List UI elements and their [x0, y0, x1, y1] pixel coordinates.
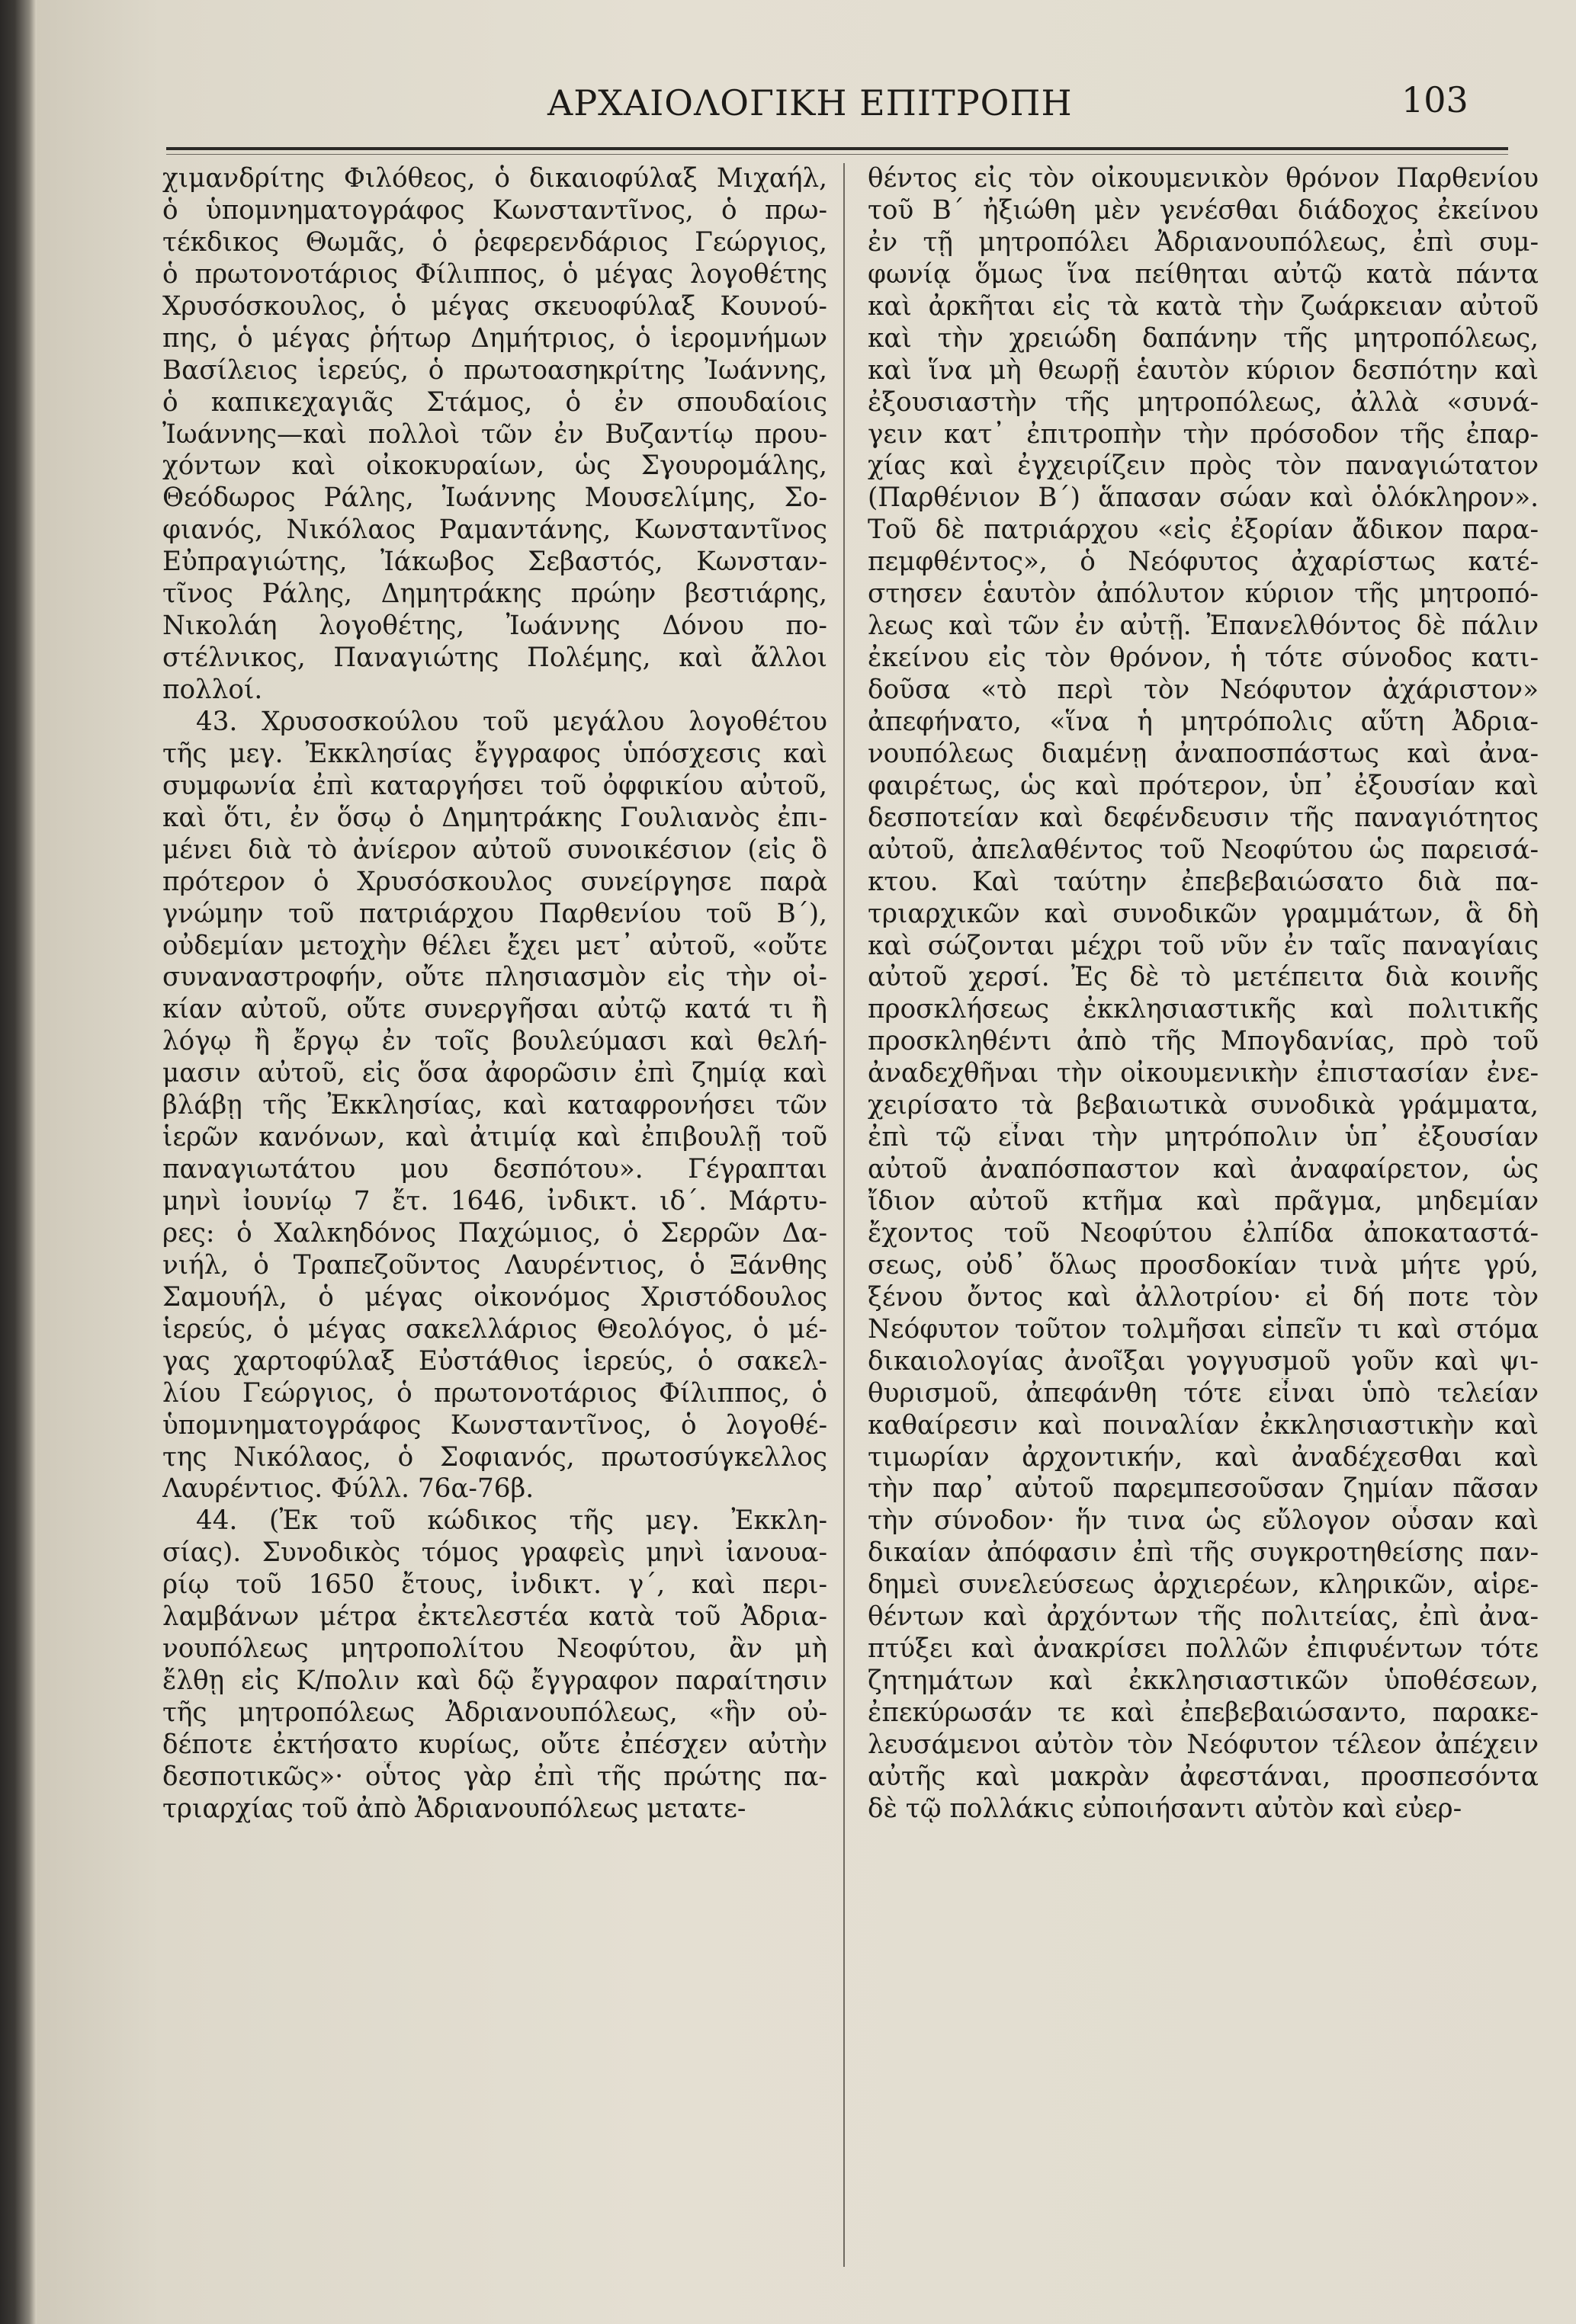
text-line: φιανός, Νικόλαος Ραμαντάνης, Κωνσταντῖνος [162, 514, 827, 546]
text-line: αὐτῆς καὶ μακρὰν ἀφεστάναι, προσπεσόντα [868, 1761, 1539, 1792]
text-line: νουπόλεως διαμένῃ ἀναποσπάστως καὶ ἀνα- [868, 738, 1539, 769]
text-line: ἀναδεχθῆναι τὴν οἰκουμενικὴν ἐπιστασίαν ἐνε- [868, 1058, 1539, 1089]
text-line: μένει διὰ τὸ ἀνίερον αὐτοῦ συνοικέσιον (εἰς ὃ [162, 834, 827, 865]
text-line: θέντων καὶ ἀρχόντων τῆς πολιτείας, ἐπὶ ἀνα- [868, 1601, 1539, 1633]
text-line: δέποτε ἐκτήσατο κυρίως, οὔτε ἐπέσχεν αὐτὴν [162, 1729, 827, 1760]
text-line: ξένου ὄντος καὶ ἀλλοτρίου· εἰ δή ποτε τὸν [868, 1281, 1539, 1313]
text-line: δεσποτείαν καὶ δεφένδευσιν τῆς παναγιότητος [868, 802, 1539, 833]
text-line: συναναστροφήν, οὔτε πλησιασμὸν εἰς τὴν οἰ- [162, 962, 827, 993]
column-divider [843, 163, 845, 2267]
text-line: φαιρέτως, ὡς καὶ πρότερον, ὑπ᾽ ἐξουσίαν καὶ [868, 770, 1539, 801]
text-line: 44. (Ἐκ τοῦ κώδικος τῆς μεγ. Ἐκκλη- [196, 1505, 827, 1537]
text-line: Τοῦ δὲ πατριάρχου «εἰς ἐξορίαν ἄδικον παρα- [868, 514, 1539, 546]
text-line: αὐτοῦ ἀναπόσπαστον καὶ ἀναφαίρετον, ὡς [868, 1154, 1539, 1185]
text-line: μασιν αὐτοῦ, εἰς ὅσα ἀφορῶσιν ἐπὶ ζημίᾳ καὶ [162, 1058, 827, 1089]
text-line: Θεόδωρος Ράλης, Ἰωάννης Μουσελίμης, Σο- [162, 482, 827, 514]
text-line: θέντος εἰς τὸν οἰκουμενικὸν θρόνον Παρθενίου [868, 163, 1539, 194]
text-line: πρότερον ὁ Χρυσόσκουλος συνείργησε παρὰ [162, 866, 827, 897]
text-line: γας χαρτοφύλαξ Εὐστάθιος ἱερεύς, ὁ σακελ- [162, 1345, 827, 1377]
text-line: νουπόλεως μητροπολίτου Νεοφύτου, ἂν μὴ [162, 1633, 827, 1665]
text-line: Σαμουήλ, ὁ μέγας οἰκονόμος Χριστόδουλος [162, 1281, 827, 1313]
text-line: δημεὶ συνελεύσεως ἀρχιερέων, κληρικῶν, αἱρε- [868, 1569, 1539, 1601]
text-line: λευσάμενοι αὐτὸν τὸν Νεόφυτον τέλεον ἀπέχειν [868, 1729, 1539, 1760]
text-line: στησεν ἑαυτὸν ἀπόλυτον κύριον τῆς μητροπό- [868, 579, 1539, 610]
text-line: δεσποτικῶς»· οὗτος γὰρ ἐπὶ τῆς πρώτης πα- [162, 1761, 827, 1792]
text-line: ρίῳ τοῦ 1650 ἔτους, ἰνδικτ. γ΄, καὶ περι- [162, 1569, 827, 1601]
text-line: τῆς μητροπόλεως Ἀδριανουπόλεως, «ἣν οὐ- [162, 1697, 827, 1728]
book-binding-shadow [0, 0, 37, 2324]
text-line: δικαιολογίας ἀνοῖξαι γογγυσμοῦ γοῦν καὶ ψι- [868, 1345, 1539, 1377]
text-line: στέλνικος, Παναγιώτης Πολέμης, καὶ ἄλλοι [162, 643, 827, 674]
text-line: δικαίαν ἀπόφασιν ἐπὶ τῆς συγκροτηθείσης παν- [868, 1537, 1539, 1569]
text-line: προσκλήσεως ἐκκλησιαστικῆς καὶ πολιτικῆς [868, 994, 1539, 1025]
header-rule [166, 147, 1508, 150]
page-number: 103 [1401, 79, 1468, 120]
text-line: σεως, οὐδ᾽ ὅλως προσδοκίαν τινὰ μήτε γρύ, [868, 1249, 1539, 1281]
text-line: θυρισμοῦ, ἀπεφάνθη τότε εἶναι ὑπὸ τελείαν [868, 1377, 1539, 1409]
text-line: ἔχοντος τοῦ Νεοφύτου ἐλπίδα ἀποκαταστά- [868, 1217, 1539, 1249]
text-line: τὴν σύνοδον· ἥν τινα ὡς εὔλογον οὖσαν καὶ [868, 1505, 1539, 1537]
text-line: δοῦσα «τὸ περὶ τὸν Νεόφυτον ἀχάριστον» [868, 675, 1539, 705]
text-line: Ἰωάννης—καὶ πολλοὶ τῶν ἐν Βυζαντίῳ πρου- [162, 418, 827, 450]
text-line: λεως καὶ τῶν ἐν αὐτῇ. Ἐπανελθόντος δὲ πάλιν [868, 611, 1539, 642]
running-head: ΑΡΧΑΙΟΛΟΓΙΚΗ ΕΠΙΤΡΟΠΗ [547, 82, 1073, 123]
text-line: παναγιωτάτου μου δεσπότου». Γέγραπται [162, 1154, 827, 1185]
text-line: συμφωνία ἐπὶ καταργήσει τοῦ ὀφφικίου αὐτοῦ, [162, 770, 827, 801]
text-line: (Παρθένιον Β΄) ἅπασαν σώαν καὶ ὁλόκληρον». [868, 482, 1539, 514]
text-line: χίας καὶ ἐγχειρίζειν πρὸς τὸν παναγιώτατον [868, 450, 1539, 482]
text-line: προσκληθέντι ἀπὸ τῆς Μπογδανίας, πρὸ τοῦ [868, 1026, 1539, 1057]
text-line: τέκδικος Θωμᾶς, ὁ ῥεφερενδάριος Γεώργιος, [162, 226, 827, 258]
text-line: κίαν αὐτοῦ, οὔτε συνεργῆσαι αὐτῷ κατά τι ἢ [162, 994, 827, 1025]
text-line: ἐπὶ τῷ εἶναι τὴν μητρόπολιν ὑπ᾽ ἐξουσίαν [868, 1122, 1539, 1153]
text-line: Εὐπραγιώτης, Ἰάκωβος Σεβαστός, Κωνσταν- [162, 547, 827, 578]
text-line: ὁ πρωτονοτάριος Φίλιππος, ὁ μέγας λογοθέτης [162, 258, 827, 290]
text-line: τῖνος Ράλης, Δημητράκης πρώην βεστιάρης, [162, 579, 827, 610]
text-line: πεμφθέντος», ὁ Νεόφυτος ἀχαρίστως κατέ- [868, 547, 1539, 578]
text-line: λίου Γεώργιος, ὁ πρωτονοτάριος Φίλιππος, ὁ [162, 1377, 827, 1409]
text-line: Λαυρέντιος. Φύλλ. 76α-76β. [162, 1473, 534, 1505]
header-rule-thin [166, 154, 1508, 155]
text-line: ἐπεκύρωσάν τε καὶ ἐπεβεβαιώσαντο, παρακε- [868, 1697, 1539, 1728]
text-line: σίας). Συνοδικὸς τόμος γραφεὶς μηνὶ ἰανουα- [162, 1537, 827, 1569]
text-line: 43. Χρυσοσκούλου τοῦ μεγάλου λογοθέτου [196, 706, 827, 737]
page-header [37, 79, 1576, 136]
text-line: ὑπομνηματογράφος Κωνσταντῖνος, ὁ λογοθέ- [162, 1409, 827, 1441]
text-line: ἔλθῃ εἰς Κ/πολιν καὶ δῷ ἔγγραφον παραίτησιν [162, 1665, 827, 1697]
text-line: ζητημάτων καὶ ἐκκλησιαστικῶν ὑποθέσεων, [868, 1665, 1539, 1697]
text-line: τιμωρίαν ἀρχοντικήν, καὶ ἀναδέχεσθαι καὶ [868, 1441, 1539, 1473]
text-line: ἐκείνου εἰς τὸν θρόνον, ἡ τότε σύνοδος κατι- [868, 643, 1539, 674]
text-line: τὴν παρ᾽ αὐτοῦ παρεμπεσοῦσαν ζημίαν πᾶσαν [868, 1473, 1539, 1505]
text-line: γνώμην τοῦ πατριάρχου Παρθενίου τοῦ Β΄), [162, 898, 827, 929]
text-line: καὶ ἀρκῆται εἰς τὰ κατὰ τὴν ζωάρκειαν αὐτοῦ [868, 290, 1539, 322]
text-line: της Νικόλαος, ὁ Σοφιανός, πρωτοσύγκελλος [162, 1441, 827, 1473]
text-line: Νικολάη λογοθέτης, Ἰωάννης Δόνου πο- [162, 611, 827, 642]
text-line: χιμανδρίτης Φιλόθεος, ὁ δικαιοφύλαξ Μιχαήλ, [162, 163, 827, 194]
text-line: ἐξουσιαστὴν τῆς μητροπόλεως, ἀλλὰ «συνά- [868, 386, 1539, 418]
text-line: πτύξει καὶ ἀνακρίσει πολλῶν ἐπιφυέντων τότε [868, 1633, 1539, 1665]
text-line: τοῦ Β΄ ἠξιώθη μὲν γενέσθαι διάδοχος ἐκείνου [868, 194, 1539, 226]
text-line: πολλοί. [162, 675, 263, 705]
text-line: μηνὶ ἰουνίῳ 7 ἔτ. 1646, ἰνδικτ. ιδ΄. Μάρτυ- [162, 1186, 827, 1216]
text-line: ἴδιον αὐτοῦ κτῆμα καὶ πρᾶγμα, μηδεμίαν [868, 1186, 1539, 1216]
book-page [37, 0, 1576, 2324]
text-line: καὶ τὴν χρειώδη δαπάνην τῆς μητροπόλεως, [868, 322, 1539, 354]
text-line: καθαίρεσιν καὶ ποιναλίαν ἐκκλησιαστικὴν καὶ [868, 1409, 1539, 1441]
text-line: καὶ ἵνα μὴ θεωρῇ ἑαυτὸν κύριον δεσπότην καὶ [868, 354, 1539, 386]
left-column [162, 163, 827, 1826]
text-line: ἀπεφήνατο, «ἵνα ἡ μητρόπολις αὕτη Ἀδρια- [868, 706, 1539, 737]
text-line: καὶ σώζονται μέχρι τοῦ νῦν ἐν ταῖς παναγίαις [868, 930, 1539, 961]
text-line: χειρίσατο τὰ βεβαιωτικὰ συνοδικὰ γράμματα, [868, 1090, 1539, 1121]
text-line: κτου. Καὶ ταύτην ἐπεβεβαιώσατο διὰ πα- [868, 866, 1539, 897]
text-line: ἱερῶν κανόνων, καὶ ἀτιμίᾳ καὶ ἐπιβουλῇ τοῦ [162, 1122, 827, 1153]
text-line: Χρυσόσκουλος, ὁ μέγας σκευοφύλαξ Κουνού- [162, 290, 827, 322]
right-column [868, 163, 1539, 1826]
text-line: καὶ ὅτι, ἐν ὅσῳ ὁ Δημητράκης Γουλιανὸς ἐπι- [162, 802, 827, 833]
text-line: τῆς μεγ. Ἐκκλησίας ἔγγραφος ὑπόσχεσις καὶ [162, 738, 827, 769]
text-line: λαμβάνων μέτρα ἐκτελεστέα κατὰ τοῦ Ἀδρια- [162, 1601, 827, 1633]
text-line: Βασίλειος ἱερεύς, ὁ πρωτοασηκρίτης Ἰωάννης, [162, 354, 827, 386]
text-line: Νεόφυτον τοῦτον τολμῆσαι εἰπεῖν τι καὶ στόμα [868, 1313, 1539, 1345]
text-line: ἐν τῇ μητροπόλει Ἀδριανουπόλεως, ἐπὶ συμ- [868, 226, 1539, 258]
text-line: αὐτοῦ χερσί. Ἐς δὲ τὸ μετέπειτα διὰ κοινῆς [868, 962, 1539, 993]
text-line: τριαρχίας τοῦ ἀπὸ Ἀδριανουπόλεως μετατε- [162, 1793, 746, 1824]
text-line: ἱερεύς, ὁ μέγας σακελλάριος Θεολόγος, ὁ μέ- [162, 1313, 827, 1345]
text-line: οὐδεμίαν μετοχὴν θέλει ἔχει μετ᾽ αὐτοῦ, «οὔτε [162, 930, 827, 961]
text-line: αὐτοῦ, ἀπελαθέντος τοῦ Νεοφύτου ὡς παρεισά- [868, 834, 1539, 865]
text-line: τριαρχικῶν καὶ συνοδικῶν γραμμάτων, ἃ δὴ [868, 898, 1539, 929]
text-line: ὁ καπικεχαγιᾶς Στάμος, ὁ ἐν σπουδαίοις [162, 386, 827, 418]
text-line: λόγῳ ἢ ἔργῳ ἐν τοῖς βουλεύμασι καὶ θελή- [162, 1026, 827, 1057]
text-line: δὲ τῷ πολλάκις εὐποιήσαντι αὐτὸν καὶ εὐερ- [868, 1793, 1462, 1824]
text-line: ὁ ὑπομνηματογράφος Κωνσταντῖνος, ὁ πρω- [162, 194, 827, 226]
text-line: χόντων καὶ οἰκοκυραίων, ὡς Σγουρομάλης, [162, 450, 827, 482]
text-line: βλάβῃ τῆς Ἐκκλησίας, καὶ καταφρονήσει τῶν [162, 1090, 827, 1121]
text-line: νιήλ, ὁ Τραπεζοῦντος Λαυρέντιος, ὁ Ξάνθης [162, 1249, 827, 1281]
text-line: πης, ὁ μέγας ῥήτωρ Δημήτριος, ὁ ἱερομνήμων [162, 322, 827, 354]
text-line: ρες: ὁ Χαλκηδόνος Παχώμιος, ὁ Σερρῶν Δα- [162, 1217, 827, 1249]
text-line: φωνίᾳ ὅμως ἵνα πείθηται αὐτῷ κατὰ πάντα [868, 258, 1539, 290]
text-line: γειν κατ᾽ ἐπιτροπὴν τὴν πρόσοδον τῆς ἐπαρ- [868, 418, 1539, 450]
